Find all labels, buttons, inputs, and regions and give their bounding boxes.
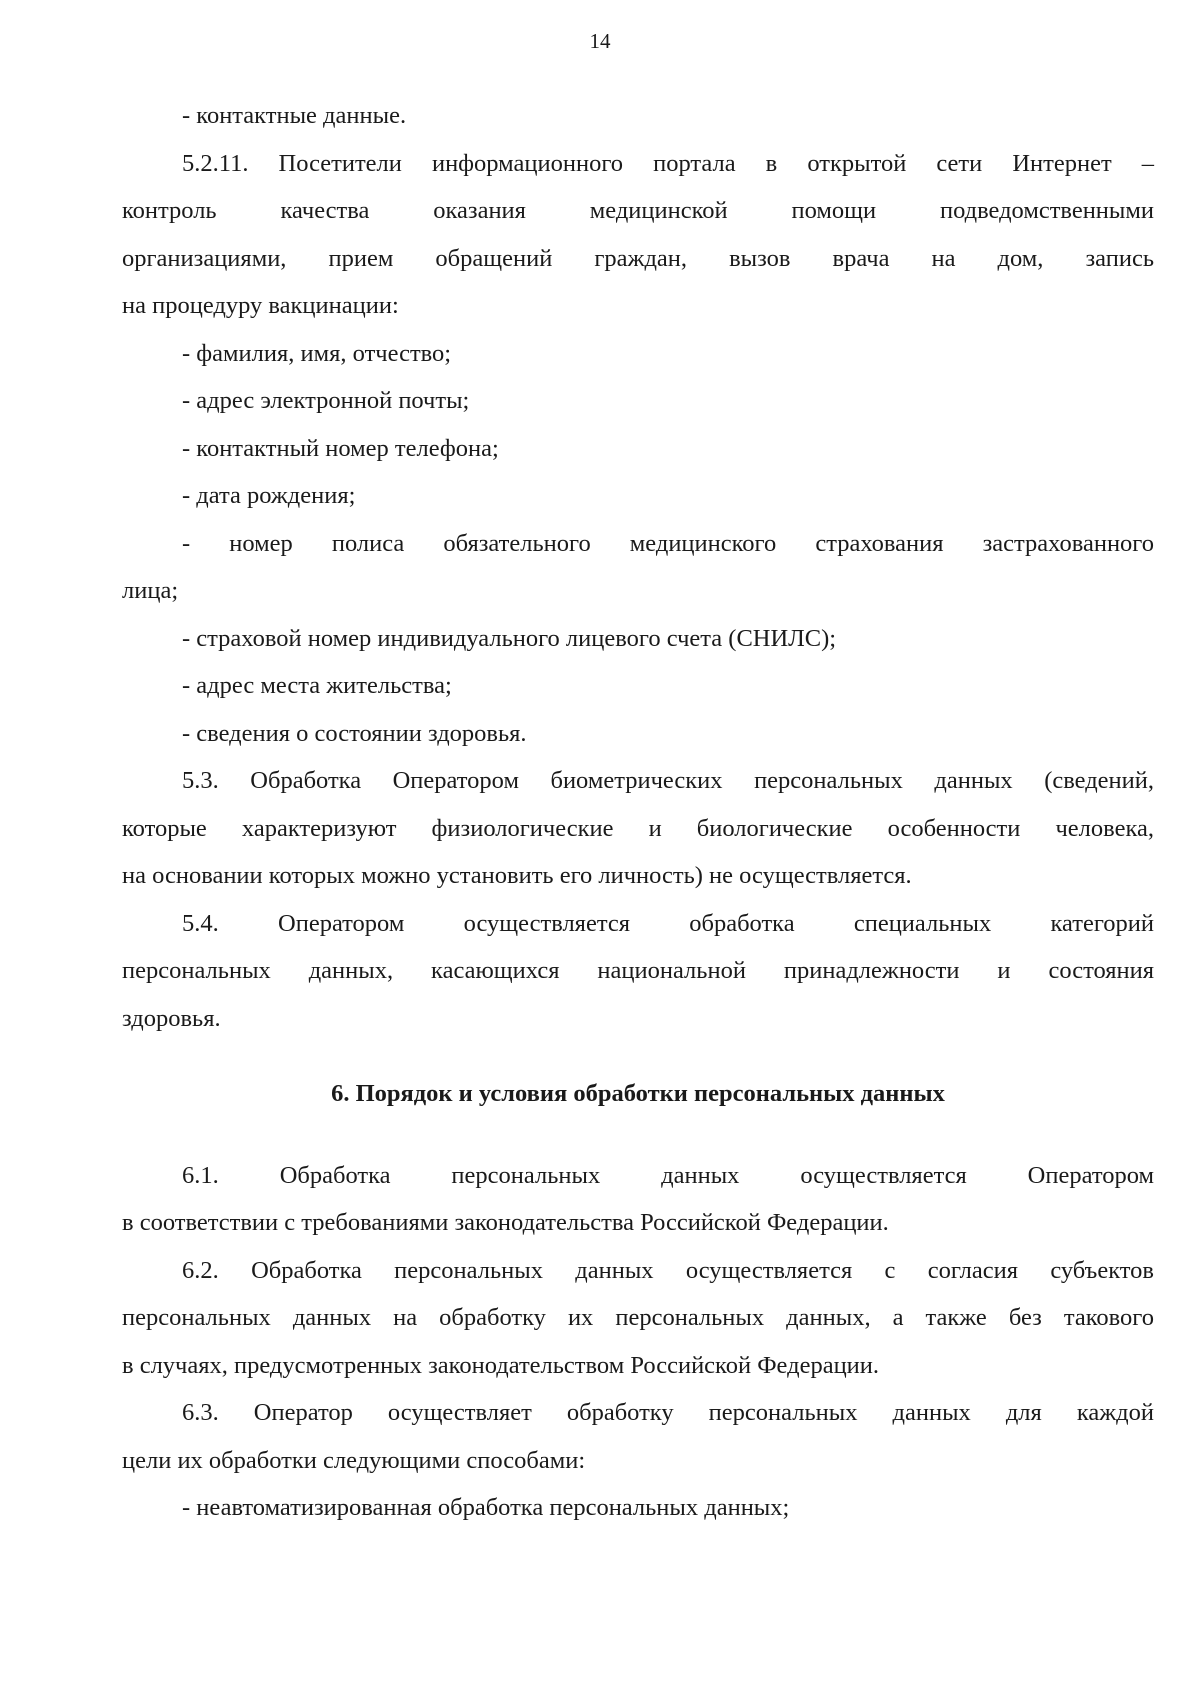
- list-item-email: - адрес электронной почты;: [182, 387, 470, 414]
- paragraph-5-2-11-line-3: организациями, прием обращений граждан, вызов врача на дом, запись: [122, 244, 1154, 272]
- list-item-contact-data: - контактные данные.: [182, 102, 407, 129]
- paragraph-6-3-line-2: цели их обработки следующими способами:: [122, 1446, 586, 1474]
- list-item-address: - адрес места жительства;: [182, 672, 452, 699]
- document-body: [122, 92, 1154, 1532]
- paragraph-5-4-line-3: здоровья.: [122, 1004, 221, 1032]
- list-item-health: - сведения о состоянии здоровья.: [182, 719, 527, 747]
- list-item-full-name: - фамилия, имя, отчество;: [182, 339, 452, 367]
- paragraph-5-4-line-1: 5.4. Оператором осуществляется обработка специальных категорий: [182, 909, 1154, 937]
- paragraph-5-4-line-2: персональных данных, касающихся национальной принадлежности и состояния: [122, 957, 1154, 984]
- paragraph-6-2-line-1: 6.2. Обработка персональных данных осуществляется с согласия субъектов: [182, 1256, 1154, 1284]
- paragraph-6-1-line-1: 6.1. Обработка персональных данных осуществляется Оператором: [182, 1161, 1154, 1189]
- paragraph-5-2-11-line-4: на процедуру вакцинации:: [122, 292, 399, 319]
- paragraph-5-3-line-1: 5.3. Обработка Оператором биометрических персональных данных (сведений,: [182, 767, 1154, 794]
- section-heading-6: 6. Порядок и условия обработки персональных данных: [331, 1080, 945, 1107]
- paragraph-5-3-line-2: которые характеризуют физиологические и биологические особенности человека,: [122, 814, 1154, 842]
- list-item-snils: - страховой номер индивидуального лицевого счета (СНИЛС);: [182, 624, 837, 652]
- paragraph-6-2-line-3: в случаях, предусмотренных законодательством Российской Федерации.: [122, 1351, 880, 1379]
- list-item-non-automated: - неавтоматизированная обработка персональных данных;: [182, 1494, 790, 1521]
- paragraph-6-2-line-2: персональных данных на обработку их персональных данных, а также без такового: [122, 1304, 1154, 1331]
- list-item-policy-line-1: - номер полиса обязательного медицинского страхования застрахованного: [182, 529, 1154, 557]
- list-item-policy-line-2: лица;: [122, 577, 179, 604]
- paragraph-6-3-line-1: 6.3. Оператор осуществляет обработку персональных данных для каждой: [182, 1399, 1154, 1426]
- paragraph-5-3-line-3: на основании которых можно установить его личность) не осуществляется.: [122, 862, 912, 889]
- paragraph-5-2-11-line-1: 5.2.11. Посетители информационного портала в открытой сети Интернет –: [182, 149, 1154, 177]
- paragraph-6-1-line-2: в соответствии с требованиями законодательства Российской Федерации.: [122, 1209, 889, 1236]
- list-item-phone: - контактный номер телефона;: [182, 434, 499, 462]
- list-item-birth-date: - дата рождения;: [182, 482, 356, 509]
- page-number: 14: [589, 29, 611, 53]
- paragraph-5-2-11-line-2: контроль качества оказания медицинской помощи подведомственными: [122, 197, 1154, 224]
